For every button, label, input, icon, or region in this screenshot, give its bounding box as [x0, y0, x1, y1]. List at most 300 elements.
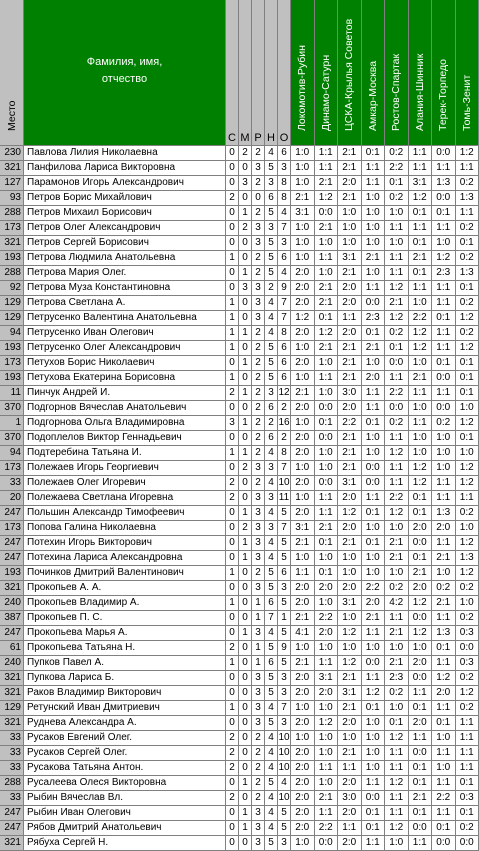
score-cell[interactable]: 1:1 [432, 701, 456, 716]
score-cell[interactable]: 1:1 [315, 656, 339, 671]
score-cell[interactable]: 1:1 [432, 806, 456, 821]
stat-cell[interactable]: 4 [278, 776, 291, 791]
stat-cell[interactable]: 3 [278, 671, 291, 686]
score-cell[interactable]: 2:0 [362, 371, 386, 386]
score-cell[interactable]: 1:2 [456, 686, 479, 701]
score-cell[interactable]: 1:3 [456, 266, 479, 281]
stat-cell[interactable]: 2 [252, 731, 265, 746]
score-cell[interactable]: 0:0 [409, 611, 433, 626]
score-cell[interactable]: 1:0 [315, 641, 339, 656]
stat-cell[interactable]: 4 [265, 821, 278, 836]
score-cell[interactable]: 0:1 [456, 371, 479, 386]
stat-cell[interactable]: 3 [252, 491, 265, 506]
score-cell[interactable]: 0:1 [315, 416, 339, 431]
place-cell[interactable]: 33 [0, 731, 24, 746]
stat-cell[interactable]: 5 [265, 356, 278, 371]
score-cell[interactable]: 0:0 [409, 821, 433, 836]
name-cell[interactable]: Русакова Татьяна Антон. [24, 761, 226, 776]
score-cell[interactable]: 2:0 [291, 596, 315, 611]
stat-cell[interactable]: 4 [265, 146, 278, 161]
name-cell[interactable]: Подгорнова Ольга Владимировна [24, 416, 226, 431]
score-cell[interactable]: 0:2 [385, 326, 409, 341]
score-cell[interactable]: 1:0 [362, 446, 386, 461]
name-cell[interactable]: Петрова Светлана А. [24, 296, 226, 311]
score-cell[interactable]: 1:0 [362, 566, 386, 581]
score-cell[interactable]: 0:1 [456, 806, 479, 821]
stat-cell[interactable]: 1 [239, 506, 252, 521]
header-match-1[interactable] [315, 0, 339, 146]
place-cell[interactable]: 247 [0, 551, 24, 566]
stat-cell[interactable]: 9 [278, 641, 291, 656]
score-cell[interactable]: 1:0 [315, 356, 339, 371]
stat-cell[interactable]: 4 [265, 761, 278, 776]
score-cell[interactable]: 2:3 [385, 671, 409, 686]
name-cell[interactable]: Рябуха Сергей Н. [24, 836, 226, 851]
score-cell[interactable]: 2:1 [338, 161, 362, 176]
score-cell[interactable]: 0:0 [456, 641, 479, 656]
score-cell[interactable]: 0:2 [385, 581, 409, 596]
score-cell[interactable]: 1:0 [291, 176, 315, 191]
place-cell[interactable]: 247 [0, 506, 24, 521]
stat-cell[interactable]: 3 [265, 176, 278, 191]
score-cell[interactable]: 0:0 [432, 146, 456, 161]
stat-cell[interactable]: 3 [226, 416, 239, 431]
score-cell[interactable]: 1:0 [385, 701, 409, 716]
score-cell[interactable]: 2:1 [338, 536, 362, 551]
stat-cell[interactable]: 2 [252, 371, 265, 386]
score-cell[interactable]: 2:0 [291, 296, 315, 311]
score-cell[interactable]: 1:2 [385, 281, 409, 296]
score-cell[interactable]: 2:1 [338, 746, 362, 761]
stat-cell[interactable]: 10 [278, 476, 291, 491]
stat-cell[interactable]: 5 [265, 716, 278, 731]
name-cell[interactable]: Рыбин Иван Олегович [24, 806, 226, 821]
stat-cell[interactable]: 2 [252, 356, 265, 371]
place-cell[interactable]: 33 [0, 746, 24, 761]
name-cell[interactable]: Полежаев Игорь Георгиевич [24, 461, 226, 476]
stat-cell[interactable]: 2 [226, 746, 239, 761]
name-cell[interactable]: Раков Владимир Викторович [24, 686, 226, 701]
stat-cell[interactable]: 3 [252, 836, 265, 851]
score-cell[interactable]: 1:0 [362, 716, 386, 731]
score-cell[interactable]: 1:3 [432, 176, 456, 191]
score-cell[interactable]: 1:0 [315, 596, 339, 611]
score-cell[interactable]: 1:1 [338, 821, 362, 836]
score-cell[interactable]: 1:1 [362, 386, 386, 401]
score-cell[interactable]: 0:2 [456, 581, 479, 596]
score-cell[interactable]: 1:0 [385, 206, 409, 221]
stat-cell[interactable]: 7 [278, 521, 291, 536]
stat-cell[interactable]: 7 [265, 611, 278, 626]
score-cell[interactable]: 0:1 [432, 206, 456, 221]
stat-cell[interactable]: 3 [278, 161, 291, 176]
stat-cell[interactable]: 12 [278, 386, 291, 401]
stat-cell[interactable]: 0 [226, 401, 239, 416]
stat-cell[interactable]: 1 [226, 341, 239, 356]
stat-cell[interactable]: 0 [226, 221, 239, 236]
stat-cell[interactable]: 5 [265, 566, 278, 581]
score-cell[interactable]: 1:1 [432, 161, 456, 176]
score-cell[interactable]: 1:0 [432, 236, 456, 251]
score-cell[interactable]: 1:3 [432, 626, 456, 641]
score-cell[interactable]: 1:0 [362, 431, 386, 446]
score-cell[interactable]: 1:0 [362, 266, 386, 281]
score-cell[interactable]: 2:0 [338, 581, 362, 596]
stat-cell[interactable]: 0 [239, 431, 252, 446]
score-cell[interactable]: 1:2 [385, 776, 409, 791]
score-cell[interactable]: 1:1 [315, 251, 339, 266]
stat-cell[interactable]: 1 [226, 566, 239, 581]
score-cell[interactable]: 1:2 [338, 626, 362, 641]
score-cell[interactable]: 2:0 [338, 401, 362, 416]
place-cell[interactable]: 193 [0, 566, 24, 581]
header-match-7[interactable] [456, 0, 479, 146]
stat-cell[interactable]: 1 [239, 626, 252, 641]
score-cell[interactable]: 1:1 [362, 161, 386, 176]
stat-cell[interactable]: 2 [252, 386, 265, 401]
header-match-0[interactable] [291, 0, 315, 146]
stat-cell[interactable]: 6 [265, 431, 278, 446]
score-cell[interactable]: 3:0 [338, 386, 362, 401]
score-cell[interactable]: 2:1 [338, 431, 362, 446]
stat-cell[interactable]: 4 [278, 266, 291, 281]
place-cell[interactable]: 173 [0, 521, 24, 536]
score-cell[interactable]: 1:0 [315, 776, 339, 791]
place-cell[interactable]: 321 [0, 581, 24, 596]
score-cell[interactable]: 2:0 [291, 581, 315, 596]
stat-cell[interactable]: 6 [278, 341, 291, 356]
score-cell[interactable]: 1:1 [385, 791, 409, 806]
score-cell[interactable]: 0:0 [315, 206, 339, 221]
stat-cell[interactable]: 2 [252, 416, 265, 431]
score-cell[interactable]: 1:2 [315, 191, 339, 206]
stat-cell[interactable]: 3 [252, 236, 265, 251]
score-cell[interactable]: 1:0 [432, 566, 456, 581]
header-stat-3[interactable] [265, 0, 278, 146]
score-cell[interactable]: 1:0 [291, 836, 315, 851]
score-cell[interactable]: 1:3 [456, 191, 479, 206]
place-cell[interactable]: 321 [0, 671, 24, 686]
score-cell[interactable]: 1:1 [456, 731, 479, 746]
score-cell[interactable]: 1:1 [432, 491, 456, 506]
stat-cell[interactable]: 0 [226, 266, 239, 281]
score-cell[interactable]: 1:0 [362, 746, 386, 761]
stat-cell[interactable]: 2 [252, 476, 265, 491]
stat-cell[interactable]: 6 [278, 356, 291, 371]
stat-cell[interactable]: 0 [239, 311, 252, 326]
score-cell[interactable]: 1:2 [456, 566, 479, 581]
place-cell[interactable]: 247 [0, 626, 24, 641]
score-cell[interactable]: 1:1 [338, 761, 362, 776]
stat-cell[interactable]: 2 [252, 326, 265, 341]
stat-cell[interactable]: 0 [239, 236, 252, 251]
score-cell[interactable]: 0:2 [385, 146, 409, 161]
score-cell[interactable]: 1:1 [456, 491, 479, 506]
place-cell[interactable]: 33 [0, 476, 24, 491]
score-cell[interactable]: 2:0 [291, 791, 315, 806]
score-cell[interactable]: 0:0 [362, 791, 386, 806]
score-cell[interactable]: 0:2 [385, 686, 409, 701]
score-cell[interactable]: 1:2 [409, 191, 433, 206]
score-cell[interactable]: 1:2 [456, 536, 479, 551]
score-cell[interactable]: 3:0 [338, 791, 362, 806]
score-cell[interactable]: 1:1 [409, 386, 433, 401]
score-cell[interactable]: 1:1 [409, 281, 433, 296]
stat-cell[interactable]: 6 [265, 656, 278, 671]
stat-cell[interactable]: 3 [252, 521, 265, 536]
stat-cell[interactable]: 0 [239, 746, 252, 761]
score-cell[interactable]: 2:0 [338, 776, 362, 791]
score-cell[interactable]: 1:1 [362, 671, 386, 686]
score-cell[interactable]: 1:2 [315, 716, 339, 731]
header-match-4[interactable] [385, 0, 409, 146]
stat-cell[interactable]: 3 [278, 686, 291, 701]
score-cell[interactable]: 2:1 [385, 551, 409, 566]
stat-cell[interactable]: 8 [278, 176, 291, 191]
stat-cell[interactable]: 1 [226, 371, 239, 386]
score-cell[interactable]: 1:0 [315, 386, 339, 401]
name-cell[interactable]: Прокопьев П. С. [24, 611, 226, 626]
stat-cell[interactable]: 0 [239, 686, 252, 701]
stat-cell[interactable]: 0 [239, 596, 252, 611]
score-cell[interactable]: 0:2 [432, 416, 456, 431]
score-cell[interactable]: 1:0 [362, 206, 386, 221]
score-cell[interactable]: 1:2 [409, 626, 433, 641]
score-cell[interactable]: 2:0 [291, 506, 315, 521]
score-cell[interactable]: 0:2 [432, 581, 456, 596]
score-cell[interactable]: 0:0 [315, 476, 339, 491]
stat-cell[interactable]: 4 [265, 551, 278, 566]
stat-cell[interactable]: 8 [278, 191, 291, 206]
stat-cell[interactable]: 4 [265, 296, 278, 311]
score-cell[interactable]: 1:1 [456, 761, 479, 776]
stat-cell[interactable]: 3 [252, 281, 265, 296]
score-cell[interactable]: 3:1 [291, 206, 315, 221]
score-cell[interactable]: 2:3 [362, 311, 386, 326]
score-cell[interactable]: 1:1 [432, 341, 456, 356]
stat-cell[interactable]: 0 [226, 521, 239, 536]
score-cell[interactable]: 1:1 [385, 461, 409, 476]
score-cell[interactable]: 0:2 [456, 176, 479, 191]
stat-cell[interactable]: 5 [278, 626, 291, 641]
score-cell[interactable]: 0:0 [409, 671, 433, 686]
score-cell[interactable]: 1:2 [456, 461, 479, 476]
score-cell[interactable]: 0:2 [456, 821, 479, 836]
name-cell[interactable]: Прокопьев А. А. [24, 581, 226, 596]
name-cell[interactable]: Русалеева Олеся Викторовна [24, 776, 226, 791]
score-cell[interactable]: 0:1 [456, 776, 479, 791]
score-cell[interactable]: 2:1 [315, 281, 339, 296]
score-cell[interactable]: 1:2 [385, 446, 409, 461]
score-cell[interactable]: 1:1 [315, 761, 339, 776]
score-cell[interactable]: 0:1 [409, 761, 433, 776]
stat-cell[interactable]: 7 [278, 221, 291, 236]
stat-cell[interactable]: 4 [278, 206, 291, 221]
name-cell[interactable]: Потехин Игорь Викторович [24, 536, 226, 551]
stat-cell[interactable]: 5 [278, 596, 291, 611]
score-cell[interactable]: 0:0 [315, 836, 339, 851]
stat-cell[interactable]: 0 [226, 716, 239, 731]
stat-cell[interactable]: 0 [226, 146, 239, 161]
score-cell[interactable]: 1:2 [315, 326, 339, 341]
score-cell[interactable]: 0:1 [362, 701, 386, 716]
stat-cell[interactable]: 1 [226, 326, 239, 341]
score-cell[interactable]: 1:0 [385, 566, 409, 581]
score-cell[interactable]: 1:0 [315, 461, 339, 476]
stat-cell[interactable]: 2 [239, 221, 252, 236]
place-cell[interactable]: 129 [0, 296, 24, 311]
score-cell[interactable]: 0:3 [456, 656, 479, 671]
score-cell[interactable]: 0:2 [456, 671, 479, 686]
stat-cell[interactable]: 1 [239, 356, 252, 371]
score-cell[interactable]: 1:1 [338, 311, 362, 326]
score-cell[interactable]: 0:1 [362, 326, 386, 341]
score-cell[interactable]: 0:1 [409, 776, 433, 791]
score-cell[interactable]: 1:0 [315, 701, 339, 716]
score-cell[interactable]: 1:0 [432, 731, 456, 746]
place-cell[interactable]: 240 [0, 656, 24, 671]
place-cell[interactable]: 321 [0, 836, 24, 851]
score-cell[interactable]: 1:0 [432, 761, 456, 776]
score-cell[interactable]: 4:2 [385, 596, 409, 611]
score-cell[interactable]: 1:1 [315, 146, 339, 161]
score-cell[interactable]: 1:0 [338, 206, 362, 221]
score-cell[interactable]: 2:0 [291, 446, 315, 461]
score-cell[interactable]: 1:1 [362, 176, 386, 191]
stat-cell[interactable]: 5 [265, 836, 278, 851]
score-cell[interactable]: 1:0 [338, 731, 362, 746]
stat-cell[interactable]: 7 [278, 296, 291, 311]
score-cell[interactable]: 1:2 [338, 656, 362, 671]
stat-cell[interactable]: 1 [226, 251, 239, 266]
stat-cell[interactable]: 2 [252, 566, 265, 581]
score-cell[interactable]: 0:2 [456, 326, 479, 341]
score-cell[interactable]: 1:1 [385, 221, 409, 236]
score-cell[interactable]: 1:1 [385, 476, 409, 491]
score-cell[interactable]: 3:1 [338, 476, 362, 491]
stat-cell[interactable]: 0 [239, 161, 252, 176]
score-cell[interactable]: 1:1 [362, 776, 386, 791]
score-cell[interactable]: 1:2 [409, 596, 433, 611]
name-cell[interactable]: Петров Олег Александрович [24, 221, 226, 236]
header-name[interactable] [24, 0, 226, 146]
place-cell[interactable]: 370 [0, 431, 24, 446]
stat-cell[interactable]: 1 [252, 656, 265, 671]
place-cell[interactable]: 288 [0, 776, 24, 791]
stat-cell[interactable]: 3 [239, 176, 252, 191]
stat-cell[interactable]: 16 [278, 416, 291, 431]
score-cell[interactable]: 1:0 [409, 356, 433, 371]
score-cell[interactable]: 0:2 [456, 251, 479, 266]
header-stat-2[interactable] [252, 0, 265, 146]
score-cell[interactable]: 2:0 [409, 716, 433, 731]
stat-cell[interactable]: 5 [265, 251, 278, 266]
score-cell[interactable]: 0:2 [456, 611, 479, 626]
stat-cell[interactable]: 2 [265, 416, 278, 431]
score-cell[interactable]: 1:0 [291, 641, 315, 656]
stat-cell[interactable]: 4 [265, 506, 278, 521]
stat-cell[interactable]: 1 [226, 446, 239, 461]
score-cell[interactable]: 0:1 [409, 266, 433, 281]
stat-cell[interactable]: 0 [239, 401, 252, 416]
score-cell[interactable]: 0:3 [456, 791, 479, 806]
name-cell[interactable]: Польшин Александр Тимофеевич [24, 506, 226, 521]
header-stat-1[interactable] [239, 0, 252, 146]
stat-cell[interactable]: 10 [278, 731, 291, 746]
place-cell[interactable]: 173 [0, 356, 24, 371]
place-cell[interactable]: 94 [0, 326, 24, 341]
score-cell[interactable]: 2:0 [291, 281, 315, 296]
stat-cell[interactable]: 3 [252, 551, 265, 566]
score-cell[interactable]: 2:1 [291, 611, 315, 626]
score-cell[interactable]: 2:1 [385, 626, 409, 641]
stat-cell[interactable]: 1 [252, 641, 265, 656]
score-cell[interactable]: 1:1 [409, 146, 433, 161]
stat-cell[interactable]: 5 [265, 581, 278, 596]
score-cell[interactable]: 1:0 [362, 236, 386, 251]
score-cell[interactable]: 2:1 [338, 446, 362, 461]
score-cell[interactable]: 0:0 [432, 836, 456, 851]
score-cell[interactable]: 1:0 [362, 551, 386, 566]
place-cell[interactable]: 92 [0, 281, 24, 296]
score-cell[interactable]: 2:0 [315, 581, 339, 596]
score-cell[interactable]: 2:3 [432, 266, 456, 281]
stat-cell[interactable]: 5 [278, 656, 291, 671]
score-cell[interactable]: 0:1 [315, 566, 339, 581]
stat-cell[interactable]: 1 [239, 386, 252, 401]
score-cell[interactable]: 2:2 [338, 416, 362, 431]
name-cell[interactable]: Петрова Мария Олег. [24, 266, 226, 281]
place-cell[interactable]: 173 [0, 461, 24, 476]
stat-cell[interactable]: 2 [252, 341, 265, 356]
stat-cell[interactable]: 2 [226, 761, 239, 776]
score-cell[interactable]: 0:0 [385, 401, 409, 416]
score-cell[interactable]: 2:0 [338, 521, 362, 536]
stat-cell[interactable]: 2 [239, 146, 252, 161]
score-cell[interactable]: 1:1 [432, 536, 456, 551]
stat-cell[interactable]: 4 [265, 806, 278, 821]
score-cell[interactable]: 2:1 [409, 566, 433, 581]
stat-cell[interactable]: 2 [226, 641, 239, 656]
score-cell[interactable]: 1:1 [409, 836, 433, 851]
score-cell[interactable]: 1:1 [409, 221, 433, 236]
stat-cell[interactable]: 0 [239, 671, 252, 686]
score-cell[interactable]: 0:0 [432, 191, 456, 206]
score-cell[interactable]: 0:1 [315, 536, 339, 551]
place-cell[interactable]: 321 [0, 716, 24, 731]
name-cell[interactable]: Парамонов Игорь Александрович [24, 176, 226, 191]
stat-cell[interactable]: 4 [265, 446, 278, 461]
stat-cell[interactable]: 0 [239, 341, 252, 356]
stat-cell[interactable]: 0 [239, 296, 252, 311]
place-cell[interactable]: 61 [0, 641, 24, 656]
score-cell[interactable]: 2:0 [291, 806, 315, 821]
score-cell[interactable]: 0:1 [409, 206, 433, 221]
stat-cell[interactable]: 3 [265, 221, 278, 236]
stat-cell[interactable]: 7 [278, 701, 291, 716]
score-cell[interactable]: 2:1 [385, 296, 409, 311]
score-cell[interactable]: 1:2 [456, 311, 479, 326]
stat-cell[interactable]: 1 [239, 536, 252, 551]
stat-cell[interactable]: 3 [278, 836, 291, 851]
score-cell[interactable]: 2:0 [291, 716, 315, 731]
score-cell[interactable]: 2:0 [291, 776, 315, 791]
stat-cell[interactable]: 4 [265, 746, 278, 761]
score-cell[interactable]: 1:0 [385, 641, 409, 656]
stat-cell[interactable]: 0 [239, 251, 252, 266]
stat-cell[interactable]: 2 [226, 491, 239, 506]
score-cell[interactable]: 1:0 [291, 236, 315, 251]
